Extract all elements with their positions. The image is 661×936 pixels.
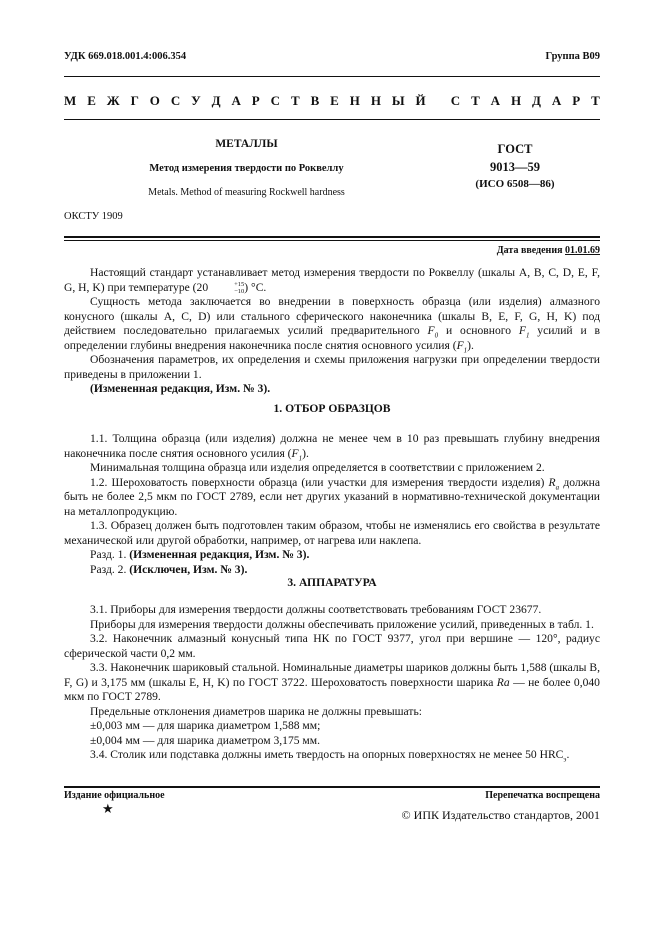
banner-letter: [437, 93, 440, 109]
essence-and: и основного: [445, 324, 511, 337]
iso-reference: (ИСО 6508—86): [475, 178, 555, 190]
gost-label: ГОСТ: [497, 142, 533, 156]
section-1-title: 1. ОТБОР ОБРАЗЦОВ: [273, 402, 391, 415]
document-subtitle: Метод измерения твердости по Роквеллу: [149, 163, 344, 174]
banner-letter: Р: [572, 93, 581, 108]
force-f1: F: [518, 324, 526, 337]
clause-1-1-force-sub: 1: [298, 453, 303, 462]
clause-3-3: [64, 661, 600, 705]
banner-letter: Т: [591, 93, 600, 108]
banner-letter: Ы: [391, 93, 405, 108]
introduction-date-label: Дата введения: [496, 245, 563, 256]
section-1-amendment-note: (Измененная редакция, Изм. № 3).: [129, 548, 310, 561]
banner-letter: Ж: [106, 93, 120, 108]
force-f1-sub: 1: [525, 331, 530, 340]
banner-letter: Д: [211, 93, 221, 108]
clause-3-3-tolerance-large: ±0,004 мм — для шарика диаметром 3,175 мм.: [90, 733, 321, 747]
clause-1-2: [64, 476, 600, 520]
roughness-symbol-sub: a: [555, 482, 560, 491]
okstu-code: ОКСТУ 1909: [64, 211, 123, 222]
force-f0: F: [427, 324, 435, 337]
document-subtitle-english: Metals. Method of measuring Rockwell hardness: [148, 187, 345, 198]
intro-paragraph-notation: Обозначения параметров, их определения и схемы приложения нагрузки при определении твердости приведены в приложении 1.: [64, 353, 600, 381]
udk-code: УДК 669.018.001.4:006.354: [64, 51, 187, 62]
banner-letter: С: [450, 93, 461, 108]
essence-tail: усилий и в определении глубины внедрения наконечника после снятия основного усилия (: [64, 324, 600, 352]
reprint-prohibited-label: Перепечатка воспрещена: [485, 790, 600, 801]
top-rule: [64, 76, 600, 77]
temperature-value: [197, 281, 245, 294]
essence-close: ).: [467, 338, 474, 352]
banner-letter: М: [64, 93, 77, 108]
banner-letter: Н: [349, 93, 360, 108]
clause-1-1-force: F: [291, 446, 299, 460]
section-3-title: 3. АППАРАТУРА: [287, 576, 377, 589]
interstate-standard-banner: [64, 93, 600, 109]
force-f1-repeat-sub: 1: [463, 345, 468, 354]
force-f1-repeat: F: [456, 338, 464, 352]
section-1-amendment-label: Разд. 1.: [90, 548, 127, 561]
roughness-symbol: R: [548, 475, 556, 489]
banner-letter: Е: [330, 93, 339, 108]
clause-3-3-tolerances: Предельные отклонения диаметров шарика не должны превышать:: [90, 704, 422, 718]
clause-3-4: [64, 748, 600, 763]
section-1-amendment: [64, 548, 600, 563]
intro-scope-tail: ) °С.: [244, 280, 267, 294]
intro-section: [64, 266, 600, 397]
banner-letter: Н: [510, 93, 522, 108]
clause-3-4-close: .: [566, 748, 570, 761]
banner-letter: О: [149, 93, 160, 108]
clause-3-3-text: 3.3. Наконечник шариковый стальной. Номинальные диаметры шариков должны быть 1,588 (шкалы В, F, G) и 3,175 мм (шкалы Е, Н, K) по ГОСТ 3722. Шероховатость поверхности шарика: [64, 661, 600, 689]
copyright-notice: © ИПК Издательство стандартов, 2001: [401, 808, 600, 822]
section-3-body: [64, 603, 600, 763]
temperature-base: 20: [196, 280, 209, 294]
temperature-plus: +15: [234, 280, 245, 288]
clause-1-3: 1.3. Образец должен быть подготовлен таким образом, чтобы не изменялись его свойства в результате механической или другой обработки, например, от нагрева или наклепа.: [64, 519, 600, 547]
intro-amendment-note: (Измененная редакция, Изм. № 3).: [90, 382, 271, 395]
section-1-body: [64, 432, 600, 577]
banner-letter: А: [490, 93, 501, 108]
banner-letter: У: [191, 93, 201, 108]
clause-3-4-sub: э: [563, 755, 567, 764]
temperature-tolerance: [208, 281, 244, 295]
clause-1-1: [64, 432, 600, 461]
clause-1-2-tail: должна быть не более 2,5 мкм по ГОСТ 2789, если нет других указаний в нормативно-технической документации на металлопродукцию.: [64, 475, 601, 518]
title-block-rule-top: [64, 236, 600, 238]
clause-3-1: 3.1. Приборы для измерения твердости должны соответствовать требованиям ГОСТ 23677.: [90, 603, 542, 616]
intro-scope-text: Настоящий стандарт устанавливает метод измерения твердости по Роквеллу (шкалы А, В, С, D, Е, F, G, Н, K) при температуре (: [64, 266, 600, 294]
introduction-date-value: 01.01.69: [565, 245, 600, 256]
clause-3-3-tolerance-small: ±0,003 мм — для шарика диаметром 1,588 мм;: [90, 719, 321, 732]
clause-3-3-tail: — не более 0,040 мкм по ГОСТ 2789.: [64, 675, 600, 703]
clause-3-4-text: 3.4. Столик или подставка должны иметь твердость на опорных поверхностях не менее 50 HRC: [90, 748, 564, 761]
banner-letter: Н: [370, 93, 381, 108]
banner-letter: А: [231, 93, 241, 108]
banner-letter: Е: [87, 93, 96, 108]
clause-1-1-text: 1.1. Толщина образца (или изделия) должна не менее чем в 10 раз превышать глубину внедрения наконечника после снятия основного усилия (: [64, 432, 600, 460]
banner-letter: С: [270, 93, 281, 108]
banner-letter: А: [551, 93, 562, 108]
essence-text: Сущность метода заключается во внедрении в поверхность образца (или изделия) алмазного конусного (шкалы А, С, D) или стального сферического наконечника (шкалы В, Е, F, G, Н, K) под действием последовательно прилагаемых усилий предварительного: [64, 295, 600, 337]
clause-1-2-text: 1.2. Шероховатость поверхности образца (или участки для измерения твердости изделия): [90, 475, 545, 489]
temperature-minus: −10: [234, 287, 245, 295]
clause-3-2: 3.2. Наконечник алмазный конусный типа НК по ГОСТ 9377, угол при вершине — 120°, радиус сферической части 0,2 мм.: [64, 632, 600, 660]
banner-letter: Р: [251, 93, 260, 108]
banner-letter: Й: [415, 93, 426, 108]
banner-letter: В: [310, 93, 320, 108]
banner-rule: [64, 119, 600, 120]
group-code: Группа В09: [545, 51, 600, 62]
title-block-rule-bottom: [64, 240, 600, 241]
section-2-excluded-note: (Исключен, Изм. № 3).: [129, 562, 248, 576]
footer-rule: [64, 786, 600, 788]
banner-letter: С: [170, 93, 181, 108]
introduction-date: [400, 245, 600, 256]
intro-paragraph-scope: [64, 266, 600, 295]
clause-3-1-forces: Приборы для измерения твердости должны обеспечивать приложение усилий, приведенных в табл. 1.: [90, 617, 594, 631]
intro-paragraph-essence: [64, 295, 600, 353]
clause-1-1-close: ).: [302, 446, 309, 460]
banner-letter: Г: [130, 93, 139, 108]
official-edition-label: Издание официальное: [64, 790, 165, 801]
document-title: МЕТАЛЛЫ: [215, 138, 278, 150]
force-f0-sub: 0: [434, 331, 439, 340]
banner-letter: Д: [532, 93, 541, 108]
clause-3-3-roughness-symbol: Ra: [496, 675, 510, 689]
gost-number: 9013—59: [490, 160, 540, 174]
section-2-excluded-label: Разд. 2.: [90, 562, 127, 576]
banner-letter: Т: [290, 93, 300, 108]
clause-1-1-minimum-thickness: Минимальная толщина образца или изделия определяется в соответствии с приложением 2.: [90, 461, 545, 474]
star-icon: ★: [102, 801, 114, 816]
banner-letter: Т: [471, 93, 480, 108]
section-2-excluded: [64, 563, 600, 578]
